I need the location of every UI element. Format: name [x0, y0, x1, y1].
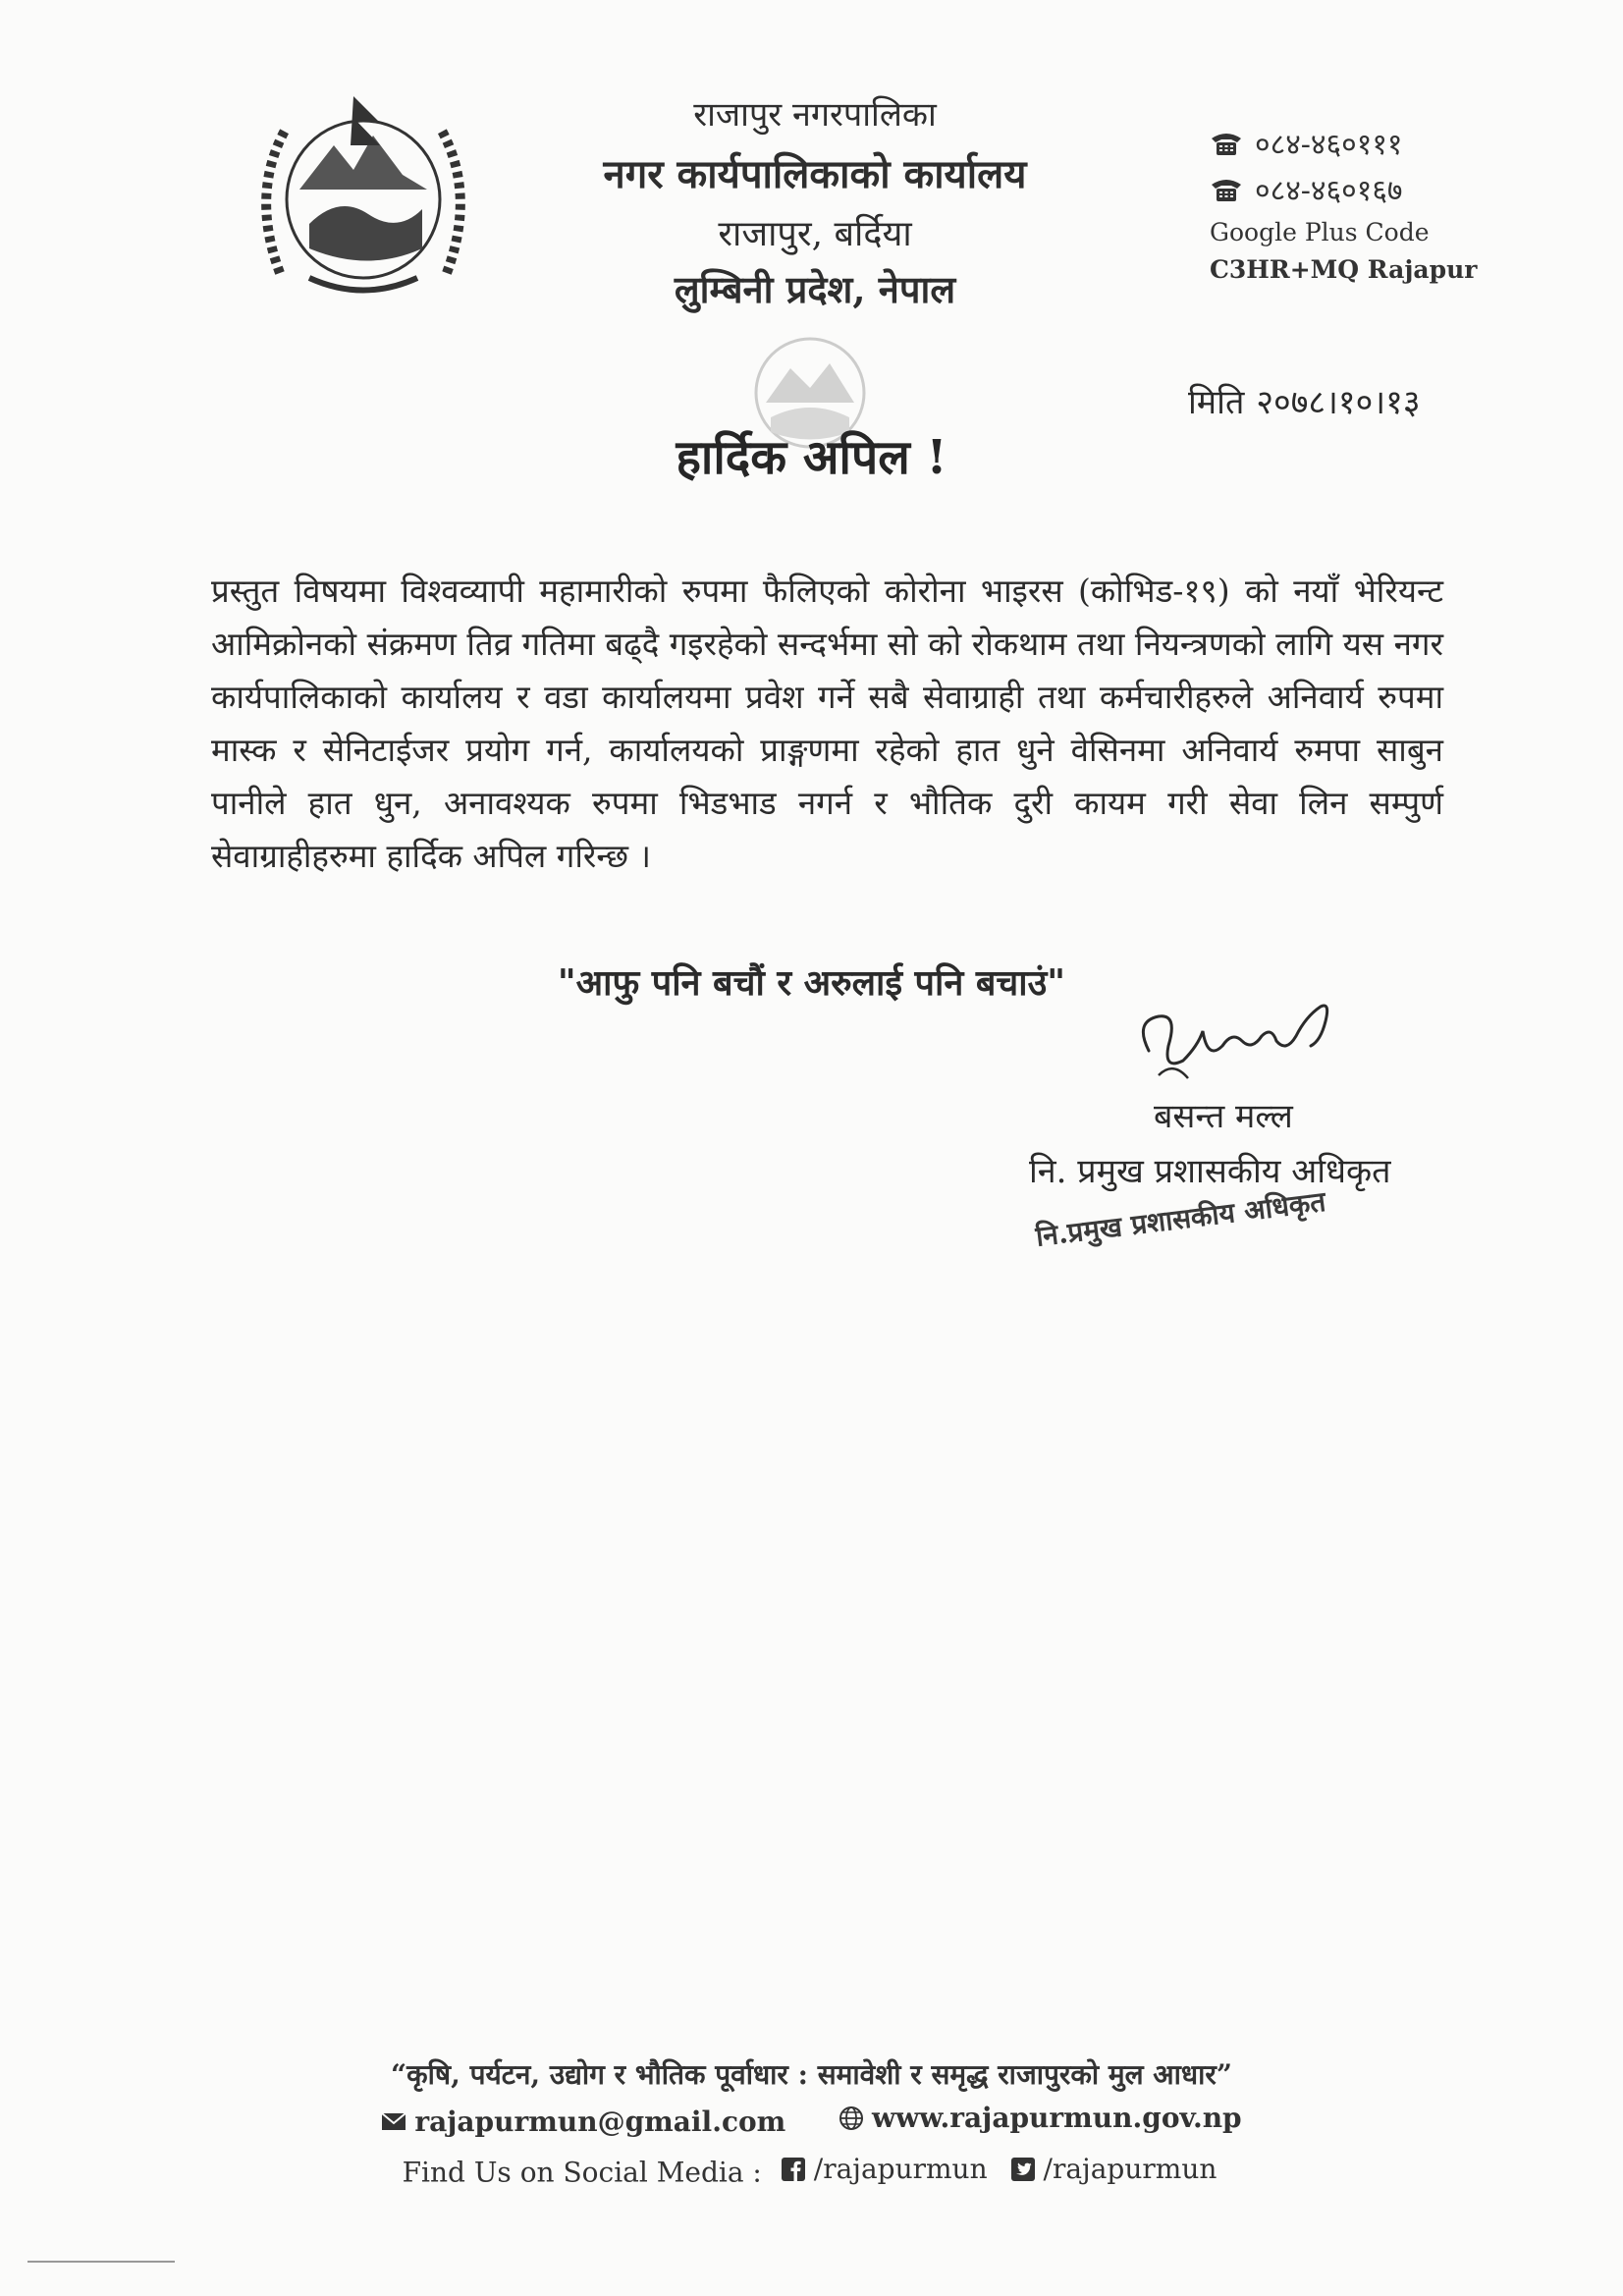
footer-social-row — [0, 2153, 1623, 2189]
phone-number-2: ०८४-४६०१६७ — [1255, 174, 1403, 208]
letter-body: प्रस्तुत विषयमा विश्वव्यापी महामारीको रुपमा फैलिएको कोरोना भाइरस (कोभिड-१९) को नयाँ भेरियन्ट आमिक्रोनको संक्रमण तिव्र गतिमा बढ्दै गइरहेको सन्दर्भमा सो को रोकथाम तथा नियन्त्रणको लागि यस नगर कार्यपालिकाको कार्यालय र वडा कार्यालयमा प्रवेश गर्ने सबै सेवाग्राही तथा कर्मचारीहरुले अनिवार्य रुपमा मास्क र सेनिटाईजर प्रयोग गर्न, कार्यालयको प्राङ्गणमा रहेको हात धुने वेसिनमा अनिवार्य रुमपा साबुन पानीले हात धुन, अनावश्यक रुपमा भिडभाड नगर्न र भौतिक दुरी कायम गरी सेवा लिन सम्पुर्ण सेवाग्राहीहरुमा हार्दिक अपिल गरिन्छ । — [211, 572, 1443, 875]
twitter-link-group — [1010, 2153, 1217, 2185]
footer-email — [381, 2105, 785, 2138]
twitter-handle[interactable]: /rajapurmun — [1043, 2153, 1217, 2185]
date-value: २०७८।१०।१३ — [1256, 383, 1421, 422]
letter-date — [1188, 378, 1421, 423]
plus-code-label: Google Plus Code — [1210, 218, 1430, 246]
telephone-icon — [1210, 131, 1243, 156]
telephone-icon — [1210, 177, 1243, 202]
social-label: Find Us on Social Media : — [402, 2156, 762, 2189]
facebook-handle[interactable]: /rajapurmun — [813, 2153, 988, 2185]
bottom-divider — [27, 2261, 175, 2263]
phone-row-2 — [1210, 169, 1403, 209]
slogan: "आफु पनि बचौं र अरुलाई पनि बचाउं" — [557, 962, 1066, 1004]
office-name: नगर कार्यपालिकाको कार्यालय — [603, 151, 1027, 197]
municipality-name: राजापुर नगरपालिका — [693, 95, 937, 135]
footer-contact-row — [0, 2102, 1623, 2138]
plus-code-value: C3HR+MQ Rajapur — [1210, 255, 1478, 284]
email-address[interactable]: rajapurmun@gmail.com — [414, 2105, 786, 2138]
website-url[interactable]: www.rajapurmun.gov.np — [872, 2102, 1242, 2134]
province-name: लुम्बिनी प्रदेश, नेपाल — [674, 267, 956, 311]
facebook-link-group — [781, 2153, 988, 2185]
watermark-emblem-icon — [731, 324, 889, 520]
designation-stamp: नि.प्रमुख प्रशासकीय अधिकृत — [1034, 1184, 1327, 1253]
phone-row-1 — [1210, 123, 1403, 163]
date-label: मिति — [1188, 383, 1245, 422]
mail-icon — [381, 2112, 406, 2131]
globe-icon — [839, 2105, 864, 2131]
twitter-icon[interactable] — [1010, 2157, 1036, 2182]
nepal-emblem-icon — [241, 77, 486, 312]
office-location: राजापुर, बर्दिया — [718, 214, 912, 254]
letter-title: हार्दिक अपिल ! — [676, 430, 947, 485]
facebook-icon[interactable] — [781, 2157, 806, 2182]
signature-image — [1129, 992, 1355, 1085]
phone-number-1: ०८४-४६०१११ — [1255, 128, 1403, 162]
footer-website — [839, 2102, 1242, 2134]
signatory-designation: नि. प्रमुख प्रशासकीय अधिकृत — [1029, 1152, 1391, 1191]
footer-motto: “कृषि, पर्यटन, उद्योग र भौतिक पूर्वाधार : समावेशी र समृद्ध राजापुरको मुल आधार” — [391, 2058, 1232, 2091]
signatory-name: बसन्त मल्ल — [1154, 1097, 1293, 1136]
